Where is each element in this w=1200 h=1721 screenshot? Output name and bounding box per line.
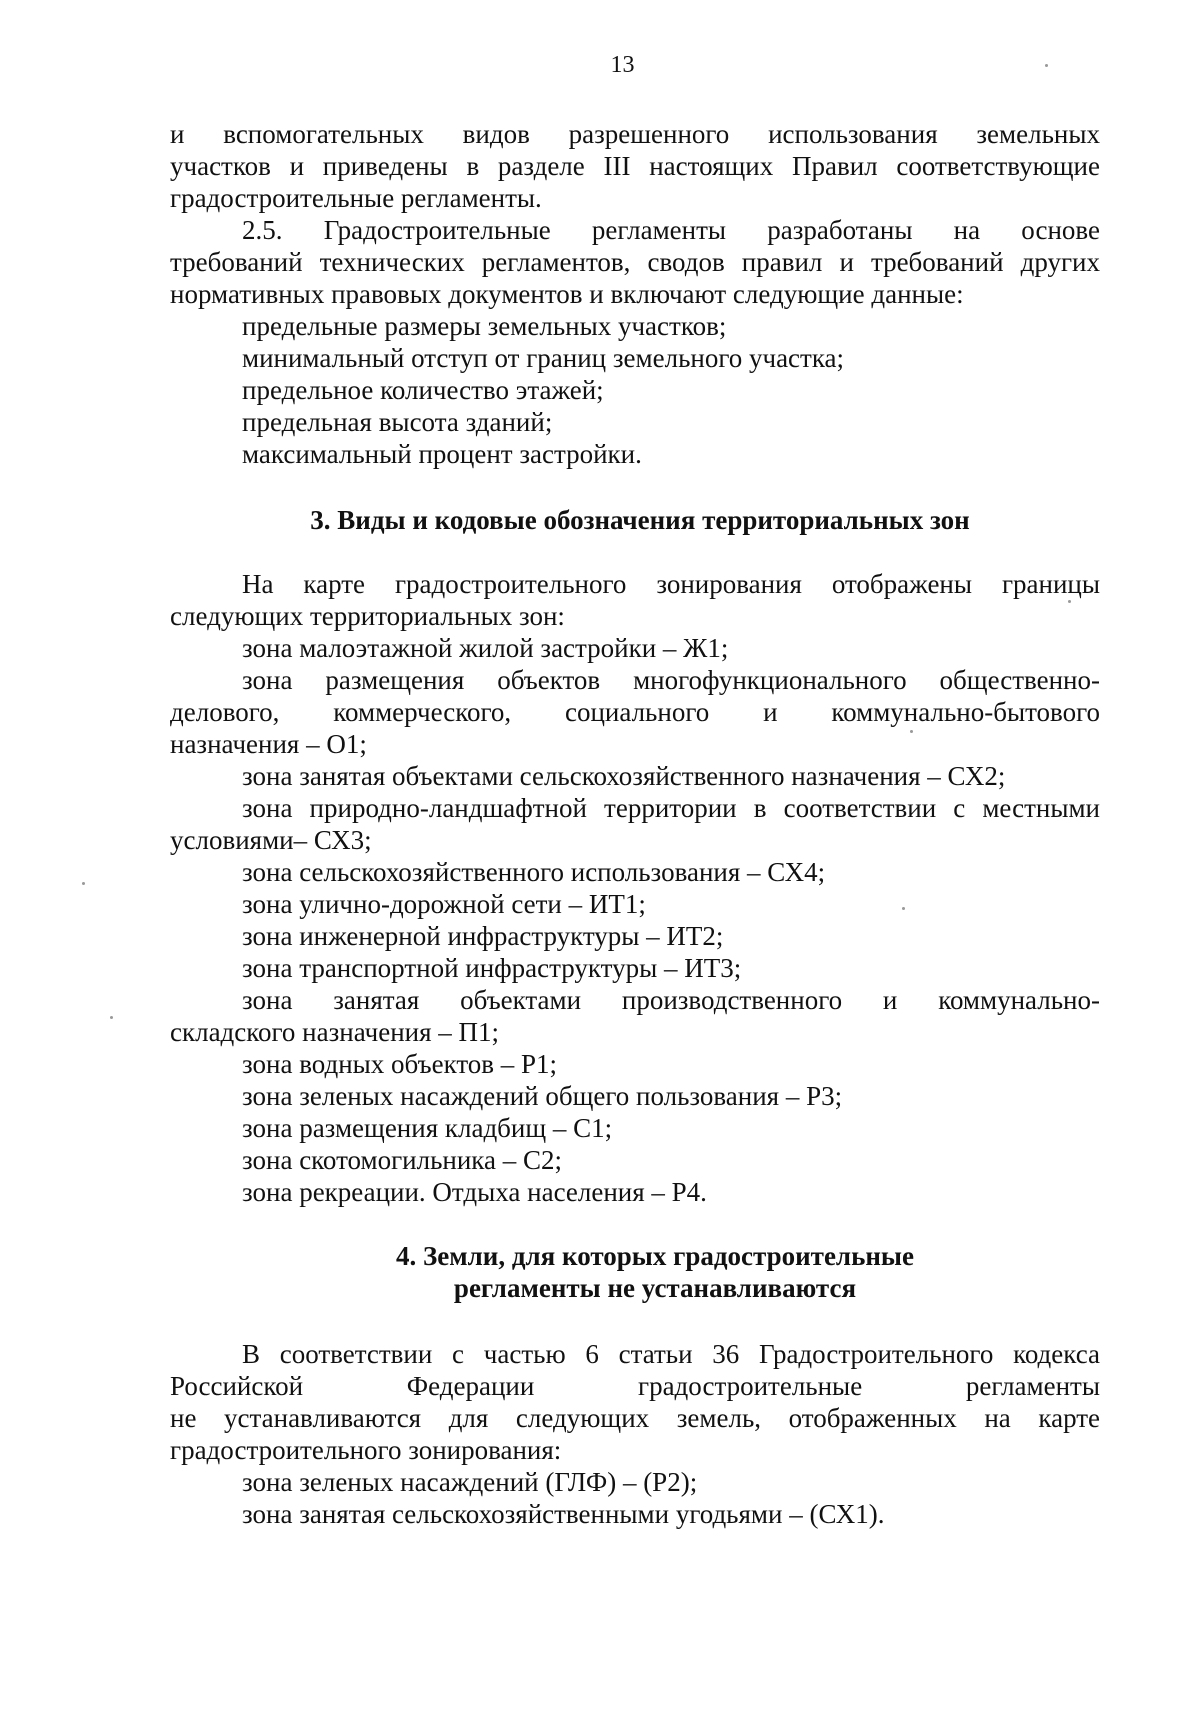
- zone-item: зона сельскохозяйственного использования – СХ4;: [242, 857, 826, 887]
- zone-item: зона скотомогильника – С2;: [242, 1145, 562, 1175]
- list-item: зона занятая сельскохозяйственными угодьями – (СХ1).: [242, 1499, 885, 1529]
- section-3-intro: [170, 568, 1100, 632]
- page-content: [170, 118, 1100, 1530]
- zone-item-continuation: назначения – О1;: [170, 729, 367, 759]
- zone-item-continuation: делового, коммерческого, социального и коммунально-бытового: [170, 697, 1100, 727]
- scan-speck: [1045, 64, 1048, 67]
- page-number: 13: [610, 52, 635, 78]
- list-item: зона зеленых насаждений (ГЛФ) – (Р2);: [242, 1467, 698, 1497]
- zone-item: зона улично-дорожной сети – ИТ1;: [242, 889, 646, 919]
- text-line: На карте градостроительного зонирования отображены границы: [242, 569, 1100, 599]
- section-4-list: [170, 1466, 1100, 1530]
- text-line: и вспомогательных видов разрешенного использования земельных: [170, 119, 1100, 149]
- list-item: предельные размеры земельных участков;: [242, 311, 727, 341]
- section-4-paragraph: [170, 1338, 1100, 1466]
- text-line: градостроительные регламенты.: [170, 183, 542, 213]
- scan-speck: [902, 907, 905, 910]
- zone-item: зона занятая объектами сельскохозяйственного назначения – СХ2;: [242, 761, 1006, 791]
- intro-paragraph: [170, 118, 1100, 214]
- list-item: предельное количество этажей;: [242, 375, 604, 405]
- scan-speck: [110, 1016, 113, 1019]
- zone-item: зона водных объектов – Р1;: [242, 1049, 558, 1079]
- zone-item: зона природно-ландшафтной территории в соответствии с местными: [242, 793, 1100, 823]
- text-line: участков и приведены в разделе III настоящих Правил соответствующие: [170, 151, 1100, 181]
- section-2-5-list: [170, 310, 1100, 470]
- scan-speck: [82, 882, 85, 885]
- section-4-heading-line: 4. Земли, для которых градостроительные: [396, 1241, 914, 1271]
- zone-item: зона занятая объектами производственного и коммунально-: [242, 985, 1100, 1015]
- zone-item-continuation: складского назначения – П1;: [170, 1017, 500, 1047]
- text-line: градостроительного зонирования:: [170, 1435, 562, 1465]
- section-2-5-paragraph: [170, 214, 1100, 310]
- zone-item: зона зеленых насаждений общего пользования – Р3;: [242, 1081, 843, 1111]
- zone-item: зона малоэтажной жилой застройки – Ж1;: [242, 633, 729, 663]
- zone-item: зона размещения кладбищ – С1;: [242, 1113, 613, 1143]
- text-line: следующих территориальных зон:: [170, 601, 565, 631]
- text-line: требований технических регламентов, сводов правил и требований других: [170, 247, 1100, 277]
- list-item: максимальный процент застройки.: [242, 439, 642, 469]
- list-item: предельная высота зданий;: [242, 407, 553, 437]
- text-line: не устанавливаются для следующих земель, отображенных на карте: [170, 1403, 1100, 1433]
- zones-list: [170, 632, 1100, 1208]
- text-line: Российской Федерации градостроительные регламенты: [170, 1371, 1100, 1401]
- zone-item-continuation: условиями– СХ3;: [170, 825, 372, 855]
- zone-item: зона рекреации. Отдыха населения – Р4.: [242, 1177, 707, 1207]
- text-line: В соответствии с частью 6 статьи 36 Градостроительного кодекса: [242, 1339, 1100, 1369]
- text-line: нормативных правовых документов и включают следующие данные:: [170, 279, 964, 309]
- section-4-heading-line: регламенты не устанавливаются: [453, 1273, 857, 1303]
- list-item: минимальный отступ от границ земельного участка;: [242, 343, 845, 373]
- zone-item: зона размещения объектов многофункционального общественно-: [242, 665, 1100, 695]
- zone-item: зона транспортной инфраструктуры – ИТ3;: [242, 953, 742, 983]
- scan-speck: [910, 730, 913, 733]
- section-4-heading: [170, 1240, 1100, 1304]
- zone-item: зона инженерной инфраструктуры – ИТ2;: [242, 921, 724, 951]
- section-3-heading: 3. Виды и кодовые обозначения территориальных зон: [310, 505, 970, 535]
- text-line: 2.5. Градостроительные регламенты разработаны на основе: [242, 215, 1100, 245]
- scan-speck: [1068, 600, 1071, 603]
